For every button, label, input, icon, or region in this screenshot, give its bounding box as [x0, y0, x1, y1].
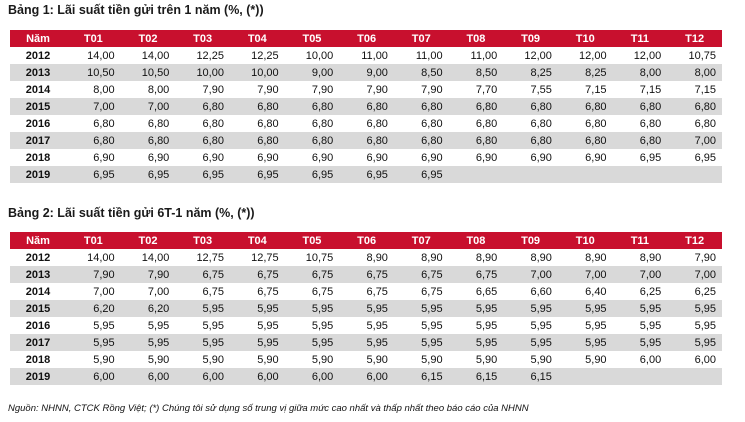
- rate-cell: 10,50: [121, 64, 176, 81]
- rate-cell: 7,00: [121, 283, 176, 300]
- table1-deposit-rates-over-1-year: [10, 30, 722, 183]
- column-header-month: T05: [285, 232, 340, 249]
- table-row: [10, 81, 722, 98]
- rate-cell: 6,80: [558, 115, 613, 132]
- rate-cell: 5,95: [66, 334, 121, 351]
- rate-cell: [613, 368, 668, 385]
- rate-cell: 12,75: [175, 249, 230, 266]
- rate-cell: 6,25: [613, 283, 668, 300]
- rate-cell: 6,95: [339, 166, 394, 183]
- rate-cell: 8,00: [613, 64, 668, 81]
- rate-cell: 6,75: [339, 283, 394, 300]
- rate-cell: 5,95: [449, 317, 504, 334]
- rate-cell: 8,25: [503, 64, 558, 81]
- rate-cell: [667, 166, 722, 183]
- rate-cell: [667, 368, 722, 385]
- table-row: [10, 47, 722, 64]
- rate-cell: [558, 368, 613, 385]
- rate-cell: 6,75: [175, 283, 230, 300]
- column-header-month: T10: [558, 232, 613, 249]
- rate-cell: 10,75: [285, 249, 340, 266]
- column-header-month: T04: [230, 30, 285, 47]
- rate-cell: 6,80: [449, 98, 504, 115]
- rate-cell: 6,80: [66, 115, 121, 132]
- year-cell: 2016: [10, 115, 66, 132]
- rate-cell: [449, 166, 504, 183]
- rate-cell: 6,80: [285, 115, 340, 132]
- rate-cell: 6,95: [230, 166, 285, 183]
- rate-cell: 5,90: [558, 351, 613, 368]
- rate-cell: 6,75: [285, 283, 340, 300]
- rate-cell: 5,95: [667, 300, 722, 317]
- rate-cell: 6,80: [667, 98, 722, 115]
- column-header-month: T07: [394, 232, 449, 249]
- rate-cell: 6,80: [339, 115, 394, 132]
- rate-cell: 5,90: [66, 351, 121, 368]
- table-row: [10, 149, 722, 166]
- rate-cell: 7,00: [66, 283, 121, 300]
- table-header-row: [10, 30, 722, 47]
- rate-cell: 6,95: [175, 166, 230, 183]
- table2-title: Bảng 2: Lãi suất tiền gửi 6T-1 năm (%, (*)): [8, 206, 255, 220]
- rate-cell: 6,80: [394, 115, 449, 132]
- rate-cell: 5,90: [285, 351, 340, 368]
- rate-cell: 6,75: [449, 266, 504, 283]
- rate-cell: 5,90: [449, 351, 504, 368]
- column-header-month: T01: [66, 232, 121, 249]
- source-note: Nguồn: NHNN, CTCK Rồng Việt; (*) Chúng tôi sử dụng số trung vị giữa mức cao nhất và thấp nhất theo báo cáo của NHNN: [8, 403, 529, 414]
- rate-cell: 6,90: [558, 149, 613, 166]
- table-row: [10, 132, 722, 149]
- rate-cell: 5,95: [667, 334, 722, 351]
- column-header-month: T09: [503, 30, 558, 47]
- year-cell: 2018: [10, 149, 66, 166]
- column-header-month: T03: [175, 232, 230, 249]
- rate-cell: 6,80: [339, 98, 394, 115]
- rate-cell: 6,90: [230, 149, 285, 166]
- rate-cell: 6,80: [449, 132, 504, 149]
- rate-cell: 6,15: [394, 368, 449, 385]
- column-header-month: T12: [667, 232, 722, 249]
- rate-cell: 6,00: [339, 368, 394, 385]
- rate-cell: 6,75: [230, 266, 285, 283]
- year-cell: 2014: [10, 283, 66, 300]
- rate-cell: 5,95: [449, 334, 504, 351]
- rate-cell: 8,90: [339, 249, 394, 266]
- rate-cell: 7,00: [66, 98, 121, 115]
- rate-cell: 6,15: [503, 368, 558, 385]
- column-header-month: T12: [667, 30, 722, 47]
- rate-cell: 12,25: [230, 47, 285, 64]
- year-cell: 2014: [10, 81, 66, 98]
- rate-cell: 5,95: [175, 334, 230, 351]
- rate-cell: 6,75: [230, 283, 285, 300]
- rate-cell: 8,50: [449, 64, 504, 81]
- rate-cell: 6,00: [613, 351, 668, 368]
- rate-cell: 7,90: [394, 81, 449, 98]
- year-cell: 2018: [10, 351, 66, 368]
- column-header-year: Năm: [10, 232, 66, 249]
- rate-cell: 11,00: [394, 47, 449, 64]
- rate-cell: 5,95: [503, 317, 558, 334]
- rate-cell: 6,80: [121, 132, 176, 149]
- column-header-month: T02: [121, 232, 176, 249]
- column-header-year: Năm: [10, 30, 66, 47]
- rate-cell: 6,95: [613, 149, 668, 166]
- rate-cell: 6,80: [230, 115, 285, 132]
- rate-cell: 7,90: [66, 266, 121, 283]
- year-cell: 2017: [10, 334, 66, 351]
- year-cell: 2015: [10, 300, 66, 317]
- rate-cell: 6,95: [66, 166, 121, 183]
- rate-cell: 7,00: [558, 266, 613, 283]
- table-row: [10, 249, 722, 266]
- column-header-month: T05: [285, 30, 340, 47]
- table-row: [10, 368, 722, 385]
- rate-cell: 5,90: [175, 351, 230, 368]
- rate-cell: 14,00: [66, 249, 121, 266]
- rate-cell: 6,00: [175, 368, 230, 385]
- rate-cell: 6,80: [121, 115, 176, 132]
- rate-cell: 7,00: [121, 98, 176, 115]
- table-row: [10, 115, 722, 132]
- rate-cell: 7,00: [613, 266, 668, 283]
- rate-cell: 5,95: [394, 300, 449, 317]
- rate-cell: 5,90: [503, 351, 558, 368]
- rate-cell: 6,80: [339, 132, 394, 149]
- column-header-month: T01: [66, 30, 121, 47]
- rate-cell: 5,95: [613, 317, 668, 334]
- rate-cell: 5,95: [449, 300, 504, 317]
- rate-cell: 7,00: [667, 132, 722, 149]
- column-header-month: T02: [121, 30, 176, 47]
- year-cell: 2012: [10, 47, 66, 64]
- rate-cell: 5,95: [394, 317, 449, 334]
- rate-cell: 6,80: [558, 98, 613, 115]
- rate-cell: 5,95: [285, 300, 340, 317]
- rate-cell: 6,20: [121, 300, 176, 317]
- rate-cell: 14,00: [121, 249, 176, 266]
- rate-cell: 12,75: [230, 249, 285, 266]
- rate-cell: 6,80: [175, 98, 230, 115]
- rate-cell: 5,95: [285, 334, 340, 351]
- rate-cell: 5,90: [121, 351, 176, 368]
- rate-cell: 8,90: [503, 249, 558, 266]
- rate-cell: 6,90: [503, 149, 558, 166]
- rate-cell: 6,95: [121, 166, 176, 183]
- rate-cell: 10,00: [230, 64, 285, 81]
- rate-cell: 6,80: [230, 132, 285, 149]
- column-header-month: T11: [613, 232, 668, 249]
- rate-cell: 7,15: [667, 81, 722, 98]
- rate-cell: 6,80: [613, 98, 668, 115]
- rate-cell: 7,90: [230, 81, 285, 98]
- table-row: [10, 317, 722, 334]
- rate-cell: 5,95: [175, 317, 230, 334]
- rate-cell: 6,25: [667, 283, 722, 300]
- rate-cell: 7,00: [667, 266, 722, 283]
- year-cell: 2016: [10, 317, 66, 334]
- rate-cell: 5,95: [230, 300, 285, 317]
- rate-cell: [558, 166, 613, 183]
- rate-cell: 6,95: [285, 166, 340, 183]
- year-cell: 2019: [10, 368, 66, 385]
- rate-cell: 5,95: [503, 300, 558, 317]
- rate-cell: 6,15: [449, 368, 504, 385]
- rate-cell: 5,90: [394, 351, 449, 368]
- rate-cell: 6,80: [667, 115, 722, 132]
- table-row: [10, 351, 722, 368]
- rate-cell: 6,90: [394, 149, 449, 166]
- rate-cell: 8,00: [667, 64, 722, 81]
- rate-cell: 5,95: [230, 334, 285, 351]
- rate-cell: [613, 166, 668, 183]
- rate-cell: 6,90: [66, 149, 121, 166]
- rate-cell: 6,80: [394, 132, 449, 149]
- table-row: [10, 98, 722, 115]
- rate-cell: 7,90: [121, 266, 176, 283]
- rate-cell: 6,80: [175, 115, 230, 132]
- rate-cell: 6,80: [394, 98, 449, 115]
- table-row: [10, 64, 722, 81]
- rate-cell: 12,00: [558, 47, 613, 64]
- rate-cell: 6,75: [339, 266, 394, 283]
- rate-cell: 7,90: [667, 249, 722, 266]
- rate-cell: 14,00: [121, 47, 176, 64]
- rate-cell: 12,00: [503, 47, 558, 64]
- rate-cell: 8,00: [121, 81, 176, 98]
- rate-cell: 6,00: [66, 368, 121, 385]
- column-header-month: T10: [558, 30, 613, 47]
- rate-cell: 7,70: [449, 81, 504, 98]
- rate-cell: 8,90: [394, 249, 449, 266]
- year-cell: 2019: [10, 166, 66, 183]
- rate-cell: 6,90: [175, 149, 230, 166]
- rate-cell: 9,00: [285, 64, 340, 81]
- rate-cell: 5,95: [121, 317, 176, 334]
- rate-cell: 6,80: [503, 98, 558, 115]
- year-cell: 2013: [10, 266, 66, 283]
- rate-cell: 5,95: [230, 317, 285, 334]
- rate-cell: 7,90: [175, 81, 230, 98]
- rate-cell: 10,75: [667, 47, 722, 64]
- rate-cell: 6,75: [394, 283, 449, 300]
- rate-cell: 6,95: [667, 149, 722, 166]
- rate-cell: 7,55: [503, 81, 558, 98]
- rate-cell: 5,95: [613, 334, 668, 351]
- rate-cell: 8,90: [558, 249, 613, 266]
- year-cell: 2017: [10, 132, 66, 149]
- table-row: [10, 334, 722, 351]
- rate-cell: 6,80: [503, 132, 558, 149]
- rate-cell: 6,80: [449, 115, 504, 132]
- table2-deposit-rates-6m-1-year: [10, 232, 722, 385]
- rate-cell: 14,00: [66, 47, 121, 64]
- rate-cell: 8,50: [394, 64, 449, 81]
- rate-cell: 6,00: [230, 368, 285, 385]
- rate-cell: 5,90: [230, 351, 285, 368]
- rate-cell: 10,00: [175, 64, 230, 81]
- rate-cell: 11,00: [339, 47, 394, 64]
- column-header-month: T06: [339, 30, 394, 47]
- rate-cell: 5,95: [613, 300, 668, 317]
- rate-cell: 5,95: [285, 317, 340, 334]
- rate-cell: 6,90: [121, 149, 176, 166]
- rate-cell: 6,80: [503, 115, 558, 132]
- year-cell: 2015: [10, 98, 66, 115]
- rate-cell: 8,90: [613, 249, 668, 266]
- rate-cell: 6,80: [285, 132, 340, 149]
- rate-cell: 6,90: [285, 149, 340, 166]
- rate-cell: 5,95: [339, 317, 394, 334]
- rate-cell: 7,15: [558, 81, 613, 98]
- rate-cell: 6,00: [121, 368, 176, 385]
- rate-cell: 5,95: [558, 300, 613, 317]
- column-header-month: T08: [449, 30, 504, 47]
- column-header-month: T03: [175, 30, 230, 47]
- table1-title: Bảng 1: Lãi suất tiền gửi trên 1 năm (%, (*)): [8, 3, 264, 17]
- rate-cell: 6,80: [613, 115, 668, 132]
- rate-cell: 6,90: [339, 149, 394, 166]
- column-header-month: T08: [449, 232, 504, 249]
- rate-cell: 5,95: [558, 317, 613, 334]
- rate-cell: 5,95: [558, 334, 613, 351]
- rate-cell: 10,00: [285, 47, 340, 64]
- rate-cell: 6,95: [394, 166, 449, 183]
- rate-cell: 6,65: [449, 283, 504, 300]
- rate-cell: 6,00: [667, 351, 722, 368]
- year-cell: 2013: [10, 64, 66, 81]
- column-header-month: T06: [339, 232, 394, 249]
- rate-cell: 5,95: [121, 334, 176, 351]
- rate-cell: [503, 166, 558, 183]
- column-header-month: T07: [394, 30, 449, 47]
- rate-cell: 7,15: [613, 81, 668, 98]
- rate-cell: 6,60: [503, 283, 558, 300]
- table-row: [10, 300, 722, 317]
- rate-cell: 6,90: [449, 149, 504, 166]
- rate-cell: 6,80: [558, 132, 613, 149]
- table-row: [10, 166, 722, 183]
- table-header-row: [10, 232, 722, 249]
- rate-cell: 8,90: [449, 249, 504, 266]
- rate-cell: 5,95: [667, 317, 722, 334]
- table-row: [10, 266, 722, 283]
- rate-cell: 6,80: [230, 98, 285, 115]
- rate-cell: 6,80: [285, 98, 340, 115]
- rate-cell: 7,90: [285, 81, 340, 98]
- year-cell: 2012: [10, 249, 66, 266]
- rate-cell: 8,00: [66, 81, 121, 98]
- column-header-month: T09: [503, 232, 558, 249]
- rate-cell: 6,80: [66, 132, 121, 149]
- rate-cell: 5,90: [339, 351, 394, 368]
- rate-cell: 8,25: [558, 64, 613, 81]
- rate-cell: 5,95: [394, 334, 449, 351]
- rate-cell: 5,95: [175, 300, 230, 317]
- rate-cell: 11,00: [449, 47, 504, 64]
- rate-cell: 7,00: [503, 266, 558, 283]
- rate-cell: 12,25: [175, 47, 230, 64]
- column-header-month: T04: [230, 232, 285, 249]
- rate-cell: 7,90: [339, 81, 394, 98]
- rate-cell: 6,75: [394, 266, 449, 283]
- rate-cell: 6,20: [66, 300, 121, 317]
- rate-cell: 10,50: [66, 64, 121, 81]
- rate-cell: 6,00: [285, 368, 340, 385]
- rate-cell: 6,80: [175, 132, 230, 149]
- rate-cell: 5,95: [503, 334, 558, 351]
- rate-cell: 5,95: [339, 300, 394, 317]
- table-row: [10, 283, 722, 300]
- rate-cell: 5,95: [339, 334, 394, 351]
- rate-cell: 5,95: [66, 317, 121, 334]
- rate-cell: 6,80: [613, 132, 668, 149]
- rate-cell: 6,75: [175, 266, 230, 283]
- rate-cell: 12,00: [613, 47, 668, 64]
- column-header-month: T11: [613, 30, 668, 47]
- rate-cell: 6,75: [285, 266, 340, 283]
- rate-cell: 9,00: [339, 64, 394, 81]
- rate-cell: 6,40: [558, 283, 613, 300]
